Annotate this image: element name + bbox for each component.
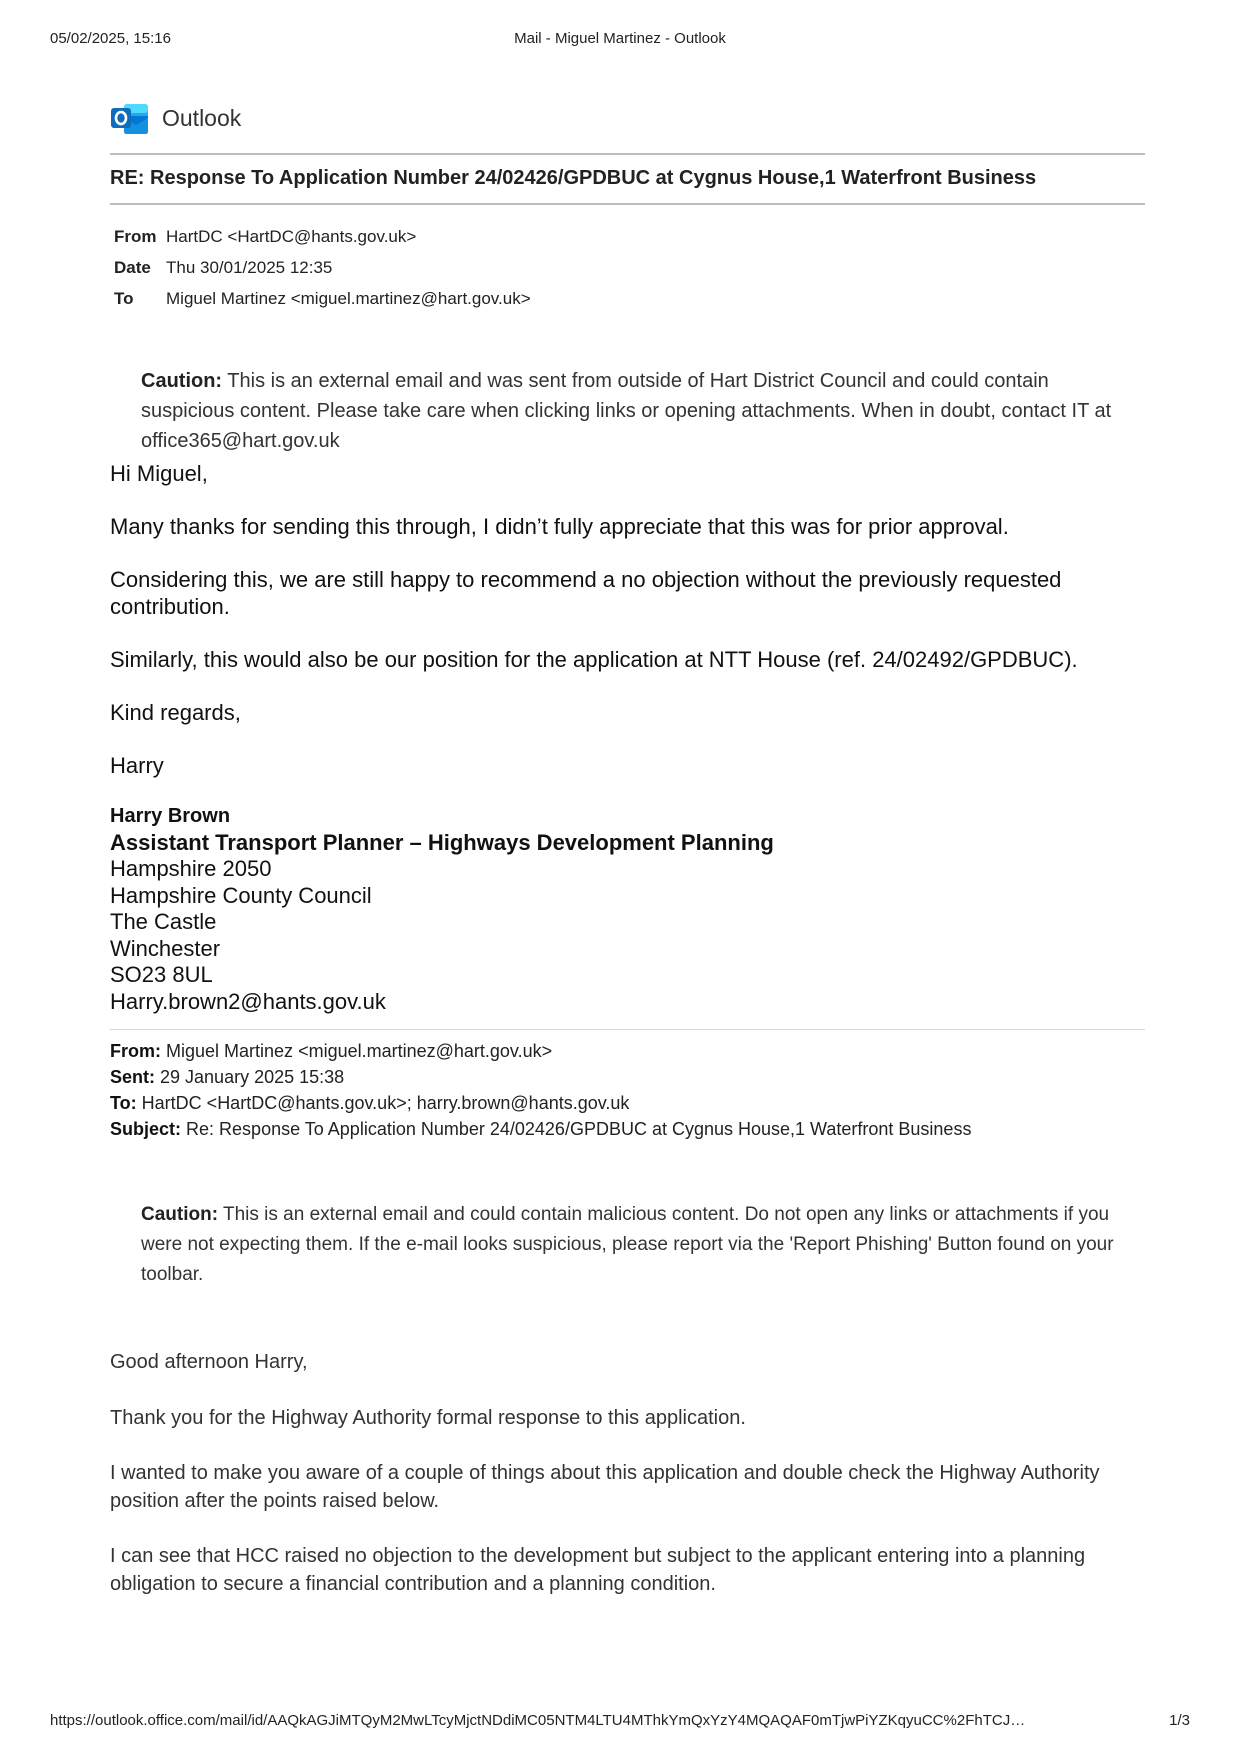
signature-line: The Castle (110, 909, 217, 934)
meta-to (110, 283, 1145, 314)
meta-label: Date (114, 258, 151, 277)
print-datetime: 05/02/2025, 15:16 (50, 30, 171, 47)
brand-bar (110, 95, 1145, 141)
quoted-to: To: HartDC <HartDC@hants.gov.uk>; harry.brown@hants.gov.uk (110, 1093, 630, 1113)
signature-title: Assistant Transport Planner – Highways Development Planning (110, 829, 774, 855)
print-header (50, 30, 1190, 52)
email-view (110, 95, 1145, 1598)
sender[interactable]: HartDC <HartDC@hants.gov.uk> (166, 227, 417, 246)
quoted-paragraph: I wanted to make you aware of a couple of things about this application and double check the Highway Authority position after the points raised below. (110, 1462, 1100, 1512)
signature-line: Hampshire 2050 (110, 856, 272, 881)
caution-text: This is an external email and was sent from outside of Hart District Council and could contain suspicious content. Please take care when clicking links or opening attachments. When in doubt, contact IT at office365@hart.gov.uk (141, 370, 1112, 452)
quoted-subject: Subject: Re: Response To Application Number 24/02426/GPDBUC at Cygnus House,1 Waterfront Business (110, 1119, 972, 1139)
signature-line: Winchester (110, 935, 221, 961)
sent-date: Thu 30/01/2025 12:35 (166, 258, 333, 277)
caution-label: Caution: (141, 370, 223, 392)
signature-line: SO23 8UL (110, 962, 213, 987)
body-paragraph: Many thanks for sending this through, I didn’t fully appreciate that this was for prior approval. (110, 514, 1009, 539)
signature-email[interactable]: Harry.brown2@hants.gov.uk (110, 988, 386, 1014)
caution-text: This is an external email and could contain malicious content. Do not open any links or attachments if you were not expecting them. If the e-mail looks suspicious, please report via the 'Report Phishing' Button found on your toolbar. (141, 1204, 1114, 1285)
divider (110, 1029, 1145, 1030)
meta-date (110, 252, 1145, 283)
greeting: Hi Miguel, (110, 461, 208, 486)
recipient[interactable]: Miguel Martinez <miguel.martinez@hart.gov.uk> (166, 289, 531, 308)
outlook-logo-icon (110, 98, 150, 138)
email-body (110, 460, 1145, 1015)
quoted-from: From: Miguel Martinez <miguel.martinez@hart.gov.uk> (110, 1041, 553, 1061)
meta-label: To (114, 289, 134, 308)
quoted-greeting: Good afternoon Harry, (110, 1351, 308, 1373)
page-url: https://outlook.office.com/mail/id/AAQkAGJiMTQyM2MwLTcyMjctNDdiMC05NTM4LTU4MThkYmQxYzY4MQAQAF0mTjwPiYZKqyuCC%2FhTCJ… (50, 1712, 1026, 1729)
quoted-body (110, 1348, 1145, 1598)
signoff: Harry (110, 753, 164, 778)
brand-name: Outlook (162, 104, 242, 131)
signature-name: Harry Brown (110, 805, 231, 827)
meta-label: From (114, 227, 157, 246)
quoted-header (110, 1038, 1145, 1142)
caution-banner-quoted (141, 1200, 1135, 1290)
quoted-paragraph: Thank you for the Highway Authority formal response to this application. (110, 1407, 746, 1429)
print-footer (50, 1712, 1190, 1734)
divider (110, 203, 1145, 205)
caution-banner (141, 366, 1135, 456)
caution-label: Caution: (141, 1204, 219, 1225)
print-title: Mail - Miguel Martinez - Outlook (514, 30, 726, 47)
signature-block (110, 803, 1145, 1015)
email-subject: RE: Response To Application Number 24/02426/GPDBUC at Cygnus House,1 Waterfront Business (110, 167, 1037, 189)
page-number: 1/3 (1169, 1712, 1190, 1729)
signature-line: Hampshire County Council (110, 882, 372, 908)
body-paragraph: Similarly, this would also be our position for the application at NTT House (ref. 24/02492/GPDBUC). (110, 647, 1078, 672)
closing: Kind regards, (110, 700, 241, 725)
quoted-sent: Sent: 29 January 2025 15:38 (110, 1067, 345, 1087)
quoted-paragraph: I can see that HCC raised no objection to the development but subject to the applicant entering into a planning obligation to secure a financial contribution and a planning condition. (110, 1545, 1086, 1595)
email-meta (110, 221, 1145, 314)
meta-from (110, 221, 1145, 252)
body-paragraph: Considering this, we are still happy to recommend a no objection without the previously requested contribution. (110, 567, 1062, 619)
